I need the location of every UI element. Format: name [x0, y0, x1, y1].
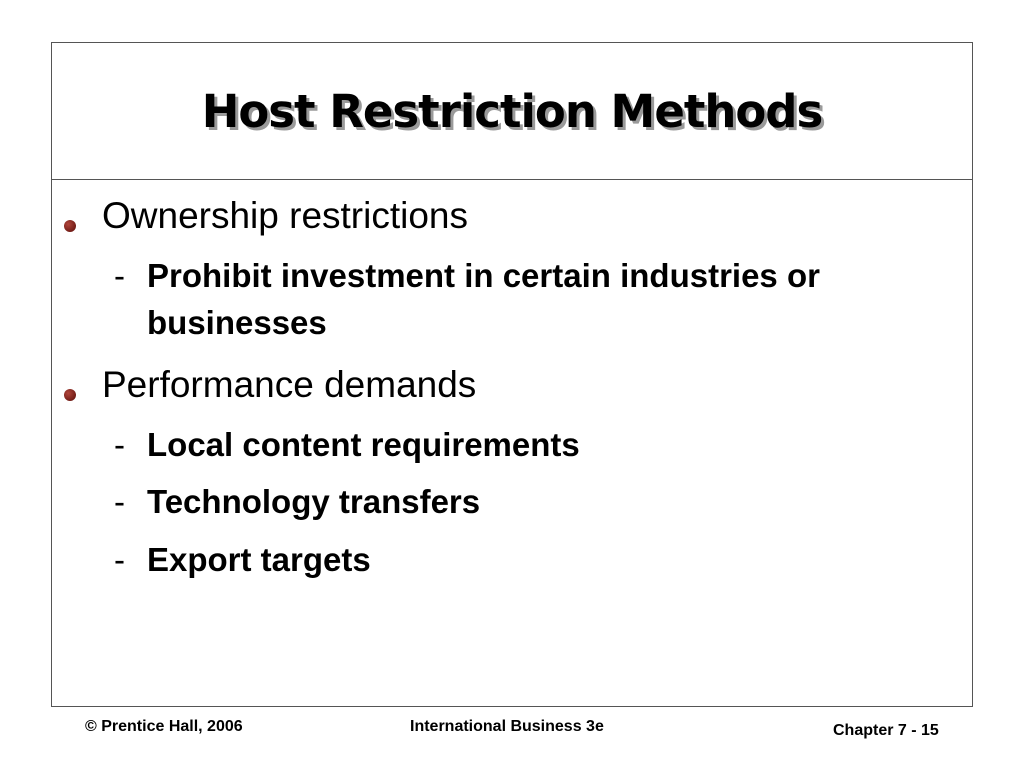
slide-frame: [51, 42, 973, 707]
slide-title: Host Restriction Methods: [201, 85, 823, 138]
sub-bullet-text: Local content requirements: [147, 426, 580, 463]
sub-bullet-text: Export targets: [147, 541, 371, 578]
bullet-dot-icon: [64, 220, 76, 232]
sub-bullet-text: Prohibit investment in certain industries or businesses: [147, 257, 820, 341]
dash-icon: -: [114, 483, 125, 520]
dash-icon: -: [114, 541, 125, 578]
title-box: [52, 43, 972, 180]
bullet-text: Performance demands: [102, 364, 477, 405]
dash-icon: -: [114, 257, 125, 294]
bullet-dot-icon: [64, 389, 76, 401]
footer-copyright: © Prentice Hall, 2006: [85, 718, 243, 735]
footer-page: Chapter 7 - 15: [833, 722, 939, 739]
dash-icon: -: [114, 426, 125, 463]
bullet-text: Ownership restrictions: [102, 195, 469, 236]
sub-bullet-text: Technology transfers: [147, 483, 481, 520]
footer-course: International Business 3e: [410, 718, 604, 735]
